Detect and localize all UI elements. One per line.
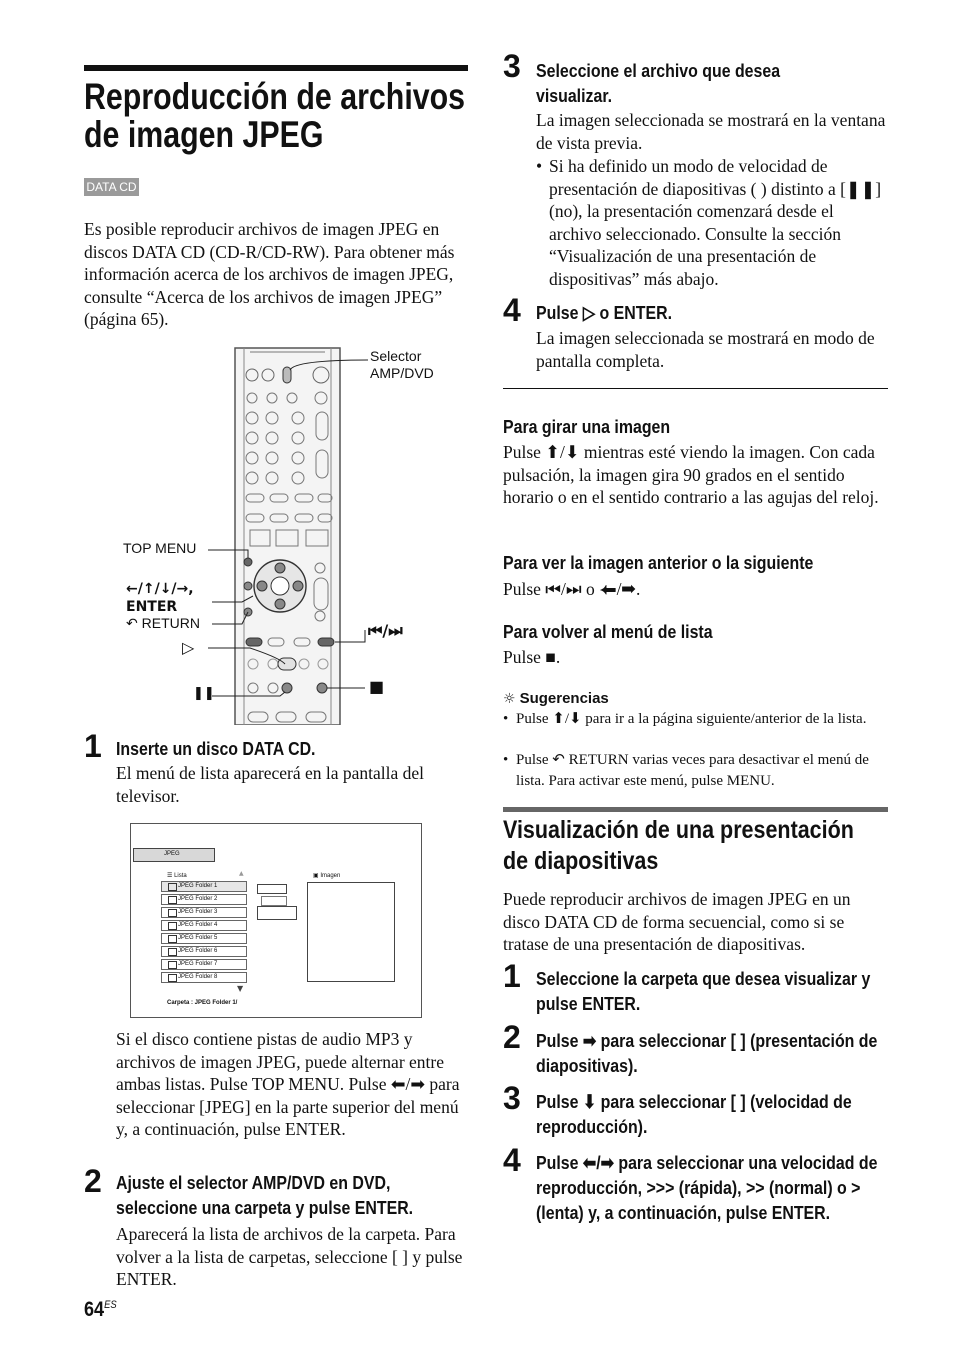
folder-name: JPEG Folder 7 xyxy=(178,961,218,967)
folder-list xyxy=(161,881,247,985)
slideshow-mode-icon[interactable] xyxy=(257,884,287,894)
title-rule xyxy=(84,65,468,71)
slide-step1-number: 1 xyxy=(503,958,521,994)
selector-label: Selector AMP/DVD xyxy=(370,348,434,381)
step1-number: 1 xyxy=(84,728,102,764)
prev-next-label: ⏮/⏭ xyxy=(368,621,403,640)
data-cd-badge: DATA CD xyxy=(84,178,139,196)
slideshow-rule xyxy=(503,807,888,812)
folder-item[interactable] xyxy=(161,959,247,970)
folder-item[interactable] xyxy=(161,972,247,983)
list-label: Lista xyxy=(174,873,187,879)
return-label xyxy=(126,615,200,633)
folder-item[interactable] xyxy=(161,933,247,944)
slideshow-intro: Puede reproducir archivos de imagen JPEG en un disco DATA CD de forma secuencial, como si se tratase de una presentación de diapositivas. xyxy=(503,889,851,955)
image-label: Imagen xyxy=(320,873,341,879)
top-menu-label: TOP MENU xyxy=(123,540,197,556)
arrows-enter-label xyxy=(126,580,214,616)
slide-step2-text: Pulse ➡ para seleccionar [ ] (presentación de diapositivas). xyxy=(536,1030,878,1076)
folder-path: Carpeta : JPEG Folder 1/ xyxy=(167,1000,238,1006)
backlist-text: Pulse ■. xyxy=(503,647,561,667)
folder-name: JPEG Folder 5 xyxy=(178,935,218,941)
folder-icon xyxy=(168,935,177,943)
folder-name: JPEG Folder 6 xyxy=(178,948,218,954)
pause-label: ❚❚ xyxy=(193,686,215,701)
slideshow-speed-icon[interactable] xyxy=(261,896,287,906)
folder-item[interactable] xyxy=(161,907,247,918)
folder-icon xyxy=(168,961,177,969)
slide-step4-text: Pulse ⬅/➡ para seleccionar una velocidad de reproducción, >>> (rápida), >> (normal) o > (lenta) y, a continuación, pulse ENTER. xyxy=(536,1152,878,1223)
slide-step3-number: 3 xyxy=(503,1080,521,1116)
folder-name: JPEG Folder 2 xyxy=(178,896,218,902)
tips-heading xyxy=(503,690,609,708)
folder-name: JPEG Folder 4 xyxy=(178,922,218,928)
scroll-up-icon[interactable]: ▲ xyxy=(239,870,244,877)
page-suffix: ES xyxy=(104,1299,117,1311)
slide-step2-number: 2 xyxy=(503,1019,521,1055)
step2-number: 2 xyxy=(84,1163,102,1199)
backlist-heading: Para volver al menú de lista xyxy=(503,621,713,642)
return-label-text: RETURN xyxy=(141,615,200,631)
page-title: Reproducción de archivos de imagen JPEG xyxy=(84,76,466,155)
folder-icon xyxy=(168,909,177,917)
folder-name: JPEG Folder 8 xyxy=(178,974,218,980)
play-label: ▷ xyxy=(182,638,195,657)
folder-icon xyxy=(168,948,177,956)
folder-item[interactable] xyxy=(161,881,247,892)
section-divider xyxy=(503,388,888,389)
folder-name: JPEG Folder 1 xyxy=(178,883,218,889)
folder-name: JPEG Folder 3 xyxy=(178,909,218,915)
step2-text: Aparecerá la lista de archivos de la carpeta. Para volver a la lista de carpetas, seleccione [ ] y pulse ENTER. xyxy=(116,1224,463,1290)
step3-number: 3 xyxy=(503,48,521,84)
page-number xyxy=(84,1298,117,1322)
folder-icon xyxy=(168,896,177,904)
rotate-heading: Para girar una imagen xyxy=(503,416,671,437)
folder-item[interactable] xyxy=(161,920,247,931)
return-icon: ↶ xyxy=(126,616,138,632)
page-number-value: 64 xyxy=(84,1298,105,1321)
tip-item: • Pulse ↶ RETURN varias veces para desactivar el menú de lista. Para activar este menú, pulse MENU. xyxy=(516,750,888,791)
image-header xyxy=(313,870,340,882)
step1-heading: Inserte un disco DATA CD. xyxy=(116,738,316,759)
prevnext-heading: Para ver la imagen anterior o la siguiente xyxy=(503,552,814,573)
step3-heading: Seleccione el archivo que desea visualizar. xyxy=(536,60,781,106)
step4-number: 4 xyxy=(503,292,521,328)
folder-icon xyxy=(168,922,177,930)
folder-icon xyxy=(168,974,177,982)
scroll-down-icon[interactable]: ▼ xyxy=(237,984,244,993)
step4-heading: Pulse ▷ o ENTER. xyxy=(536,302,673,323)
tip-item: • Pulse ⬆/⬇ para ir a la página siguiente/anterior de la lista. xyxy=(516,709,888,730)
folder-item[interactable] xyxy=(161,946,247,957)
speed-selector-icon[interactable] xyxy=(257,906,297,920)
step2-heading: Ajuste el selector AMP/DVD en DVD, seleccione una carpeta y pulse ENTER. xyxy=(116,1172,414,1218)
step3-bullet: • Si ha definido un modo de velocidad de presentación de diapositivas ( ) distinto a [❚❚] (no), la presentación comenzará desde el archivo seleccionado. Consulte la sección “Visualización de una presentación de dispositivas” más abajo. xyxy=(549,155,888,291)
rotate-text: Pulse ⬆/⬇ mientras esté viendo la imagen. Con cada pulsación, la imagen gira 90 grados en el sentido horario o en el sentido contrario a las agujas del reloj. xyxy=(503,442,879,508)
prevnext-text: Pulse ⏮/⏭ o ⬅/➡. xyxy=(503,579,641,599)
image-icon: ▣ xyxy=(313,872,319,879)
slide-step4-number: 4 xyxy=(503,1142,521,1178)
slideshow-heading: Visualización de una presentación de diapositivas xyxy=(503,816,854,875)
arrows-label-text: ←/↑/↓/→, ENTER xyxy=(126,581,194,615)
slide-step3-text: Pulse ⬇ para seleccionar [ ] (velocidad de reproducción). xyxy=(536,1091,852,1137)
step3-text: La imagen seleccionada se mostrará en la ventana de vista previa. xyxy=(536,110,886,153)
folder-icon xyxy=(168,883,177,891)
list-menu-screenshot xyxy=(130,823,422,1018)
remote-control-illustration xyxy=(120,340,465,725)
intro-paragraph: Es posible reproducir archivos de imagen JPEG en discos DATA CD (CD-R/CD-RW). Para obtener más información acerca de los archivos de imagen JPEG, consulte “Acerca de los archivos de imagen JPEG” (página 65). xyxy=(84,219,455,330)
mp3-paragraph: Si el disco contiene pistas de audio MP3 y archivos de imagen JPEG, puede alternar entre ambas listas. Pulse TOP MENU. Pulse ⬅/➡ para seleccionar [JPEG] en la parte superior del menú y, a continuación, pulse ENTER. xyxy=(116,1029,460,1140)
list-icon: ☰ xyxy=(167,872,173,879)
lightbulb-icon: ☼ xyxy=(503,691,516,707)
jpeg-tab xyxy=(133,848,215,862)
folder-item[interactable] xyxy=(161,894,247,905)
jpeg-tab-label: JPEG xyxy=(164,851,180,857)
image-preview-area xyxy=(307,882,395,982)
step1-text: El menú de lista aparecerá en la pantalla del televisor. xyxy=(116,763,425,806)
step4-text: La imagen seleccionada se mostrará en modo de pantalla completa. xyxy=(536,328,875,371)
stop-label: ■ xyxy=(369,677,385,696)
slide-step1-text: Seleccione la carpeta que desea visualizar y pulse ENTER. xyxy=(536,968,871,1014)
tips-title: Sugerencias xyxy=(519,690,609,707)
